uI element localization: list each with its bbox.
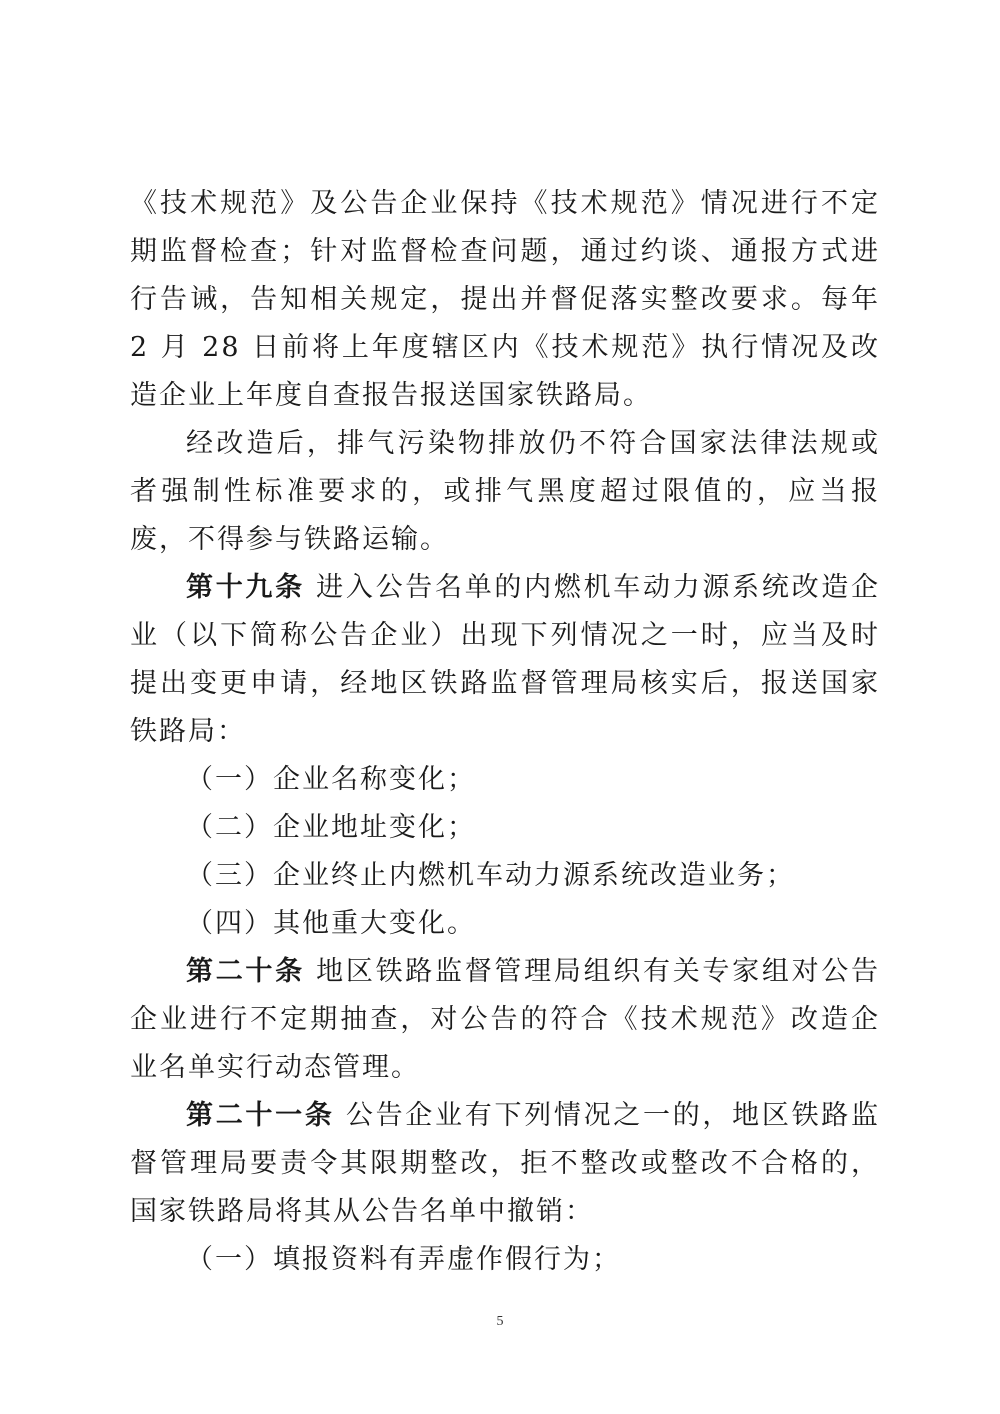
list-item: （一）填报资料有弄虚作假行为；	[186, 1244, 621, 1275]
article-20-heading: 第二十条	[186, 956, 305, 987]
article-21-heading: 第二十一条	[186, 1100, 335, 1131]
list-item: （四）其他重大变化。	[186, 908, 476, 939]
paragraph-supervision: 《技术规范》及公告企业保持《技术规范》情况进行不定期监督检查；针对监督检查问题，通过约谈、通报方式进行告诫，告知相关规定，提出并督促落实整改要求。每年 2 月 28 日前将上年度辖区内《技术规范》执行情况及改造企业上年度自查报告报送国家铁路局。	[130, 188, 880, 411]
article-19-text: 进入公告名单的内燃机车动力源系统改造企业（以下简称公告企业）出现下列情况之一时，应当及时提出变更申请，经地区铁路监督管理局核实后，报送国家铁路局：	[130, 572, 880, 747]
list-item: （一）企业名称变化；	[186, 764, 476, 795]
article-20	[130, 948, 880, 1092]
article-20-text: 地区铁路监督管理局组织有关专家组对公告企业进行不定期抽查，对公告的符合《技术规范》改造企业名单实行动态管理。	[130, 956, 880, 1083]
article-19	[130, 564, 880, 756]
article-21	[130, 1092, 880, 1236]
article-19-heading: 第十九条	[186, 572, 305, 603]
paragraph-scrap-rule: 经改造后，排气污染物排放仍不符合国家法律法规或者强制性标准要求的，或排气黑度超过限值的，应当报废，不得参与铁路运输。	[130, 428, 880, 555]
document-body	[130, 180, 880, 1284]
page-number: 5	[496, 1314, 504, 1329]
list-item: （二）企业地址变化；	[186, 812, 476, 843]
list-item: （三）企业终止内燃机车动力源系统改造业务；	[186, 860, 795, 891]
article-21-text: 公告企业有下列情况之一的，地区铁路监督管理局要责令其限期整改，拒不整改或整改不合格的，国家铁路局将其从公告名单中撤销：	[130, 1100, 880, 1227]
